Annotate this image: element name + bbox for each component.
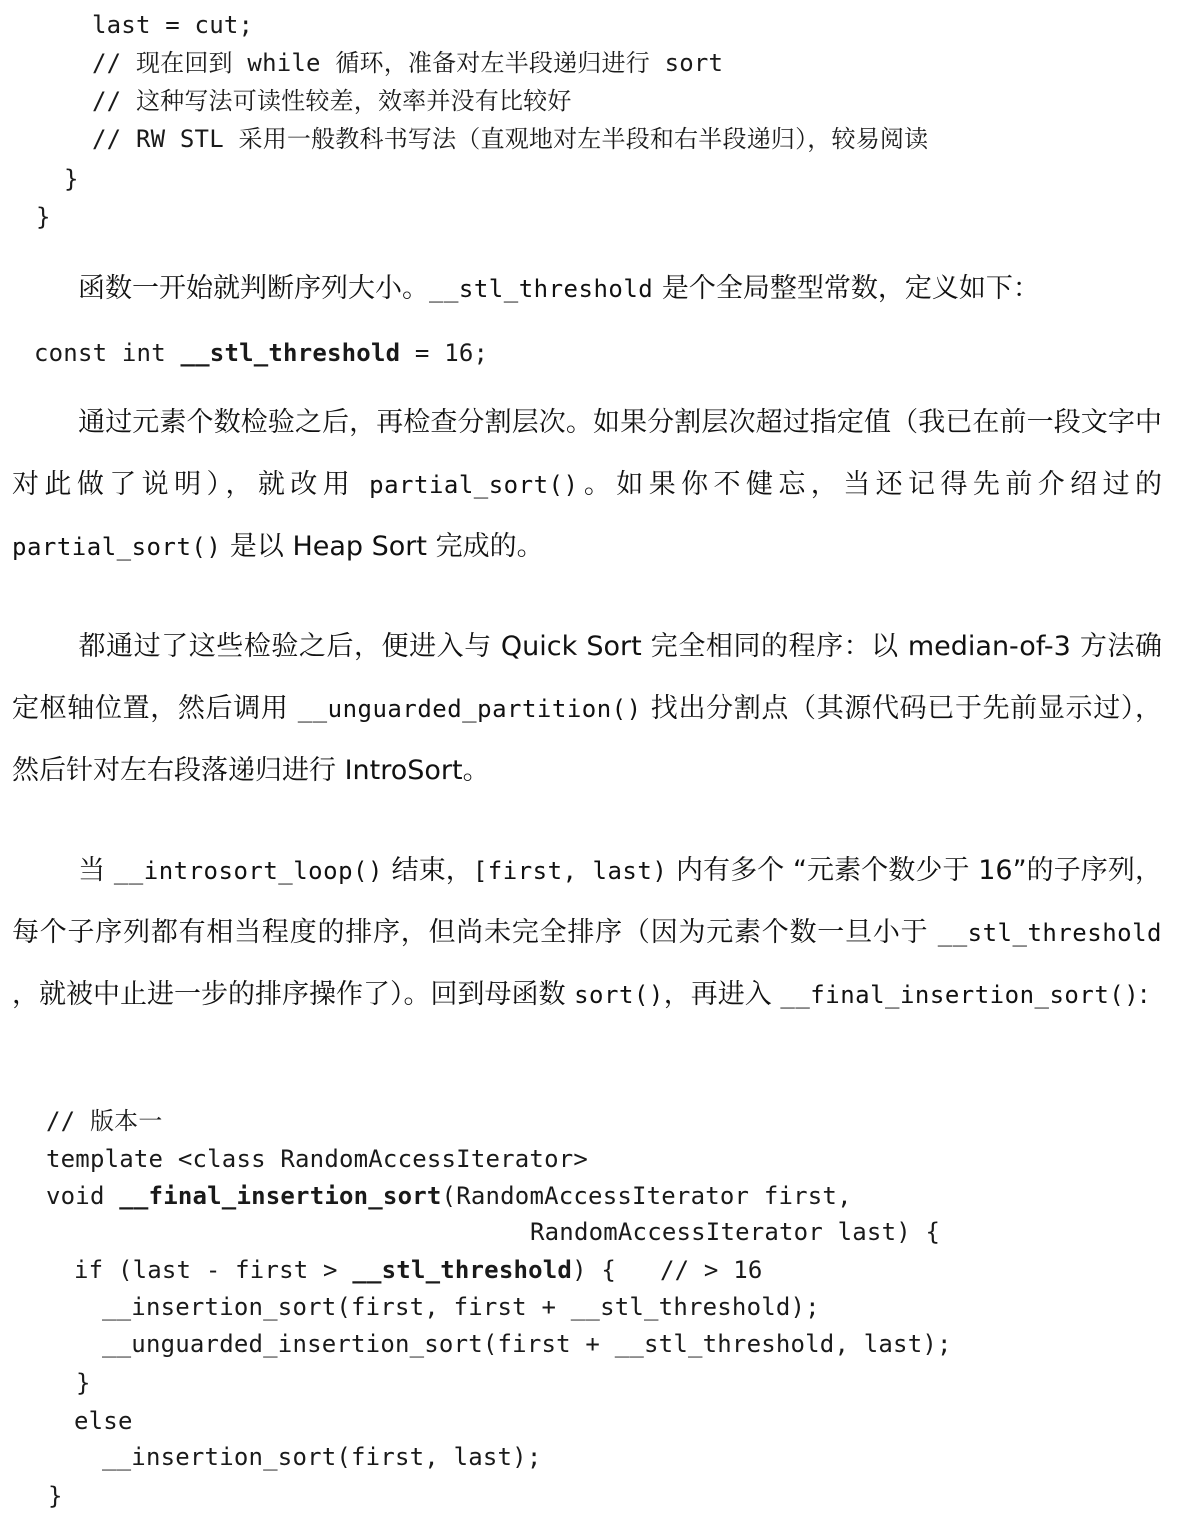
code-insertion-sort-call: __insertion_sort(first, first + __stl_threshold); <box>102 1293 820 1321</box>
code-insertion-sort-else-call: __insertion_sort(first, last); <box>102 1443 542 1471</box>
code-const-threshold <box>34 338 488 370</box>
comment-text: 版本一 <box>89 1107 163 1135</box>
comment-prefix: // <box>46 1107 90 1135</box>
inline-code: __introsort_loop() <box>113 857 383 885</box>
paragraph-partial-sort <box>12 392 1162 578</box>
inline-code: __stl_threshold <box>429 275 654 303</box>
paragraph-text: 内有多个 “元素个数少于 16”的子序列，每个子序列都有相当程度的排序，但尚未完全排序（因为元素个数一旦小于 <box>12 855 1162 948</box>
paragraph-quick-sort <box>12 616 1162 802</box>
comment-prefix: // RW STL <box>92 125 239 153</box>
code-comment-rw-stl <box>92 124 928 156</box>
code-condition: if (last - first > <box>74 1256 353 1284</box>
comment-prefix: // <box>92 87 136 115</box>
paragraph-text: ，再进入 <box>663 979 781 1010</box>
code-line-last-cut: last = cut; <box>92 11 254 39</box>
inline-code: __unguarded_partition() <box>297 695 642 723</box>
code-comment-readability <box>92 86 572 118</box>
code-template-line: template <class RandomAccessIterator> <box>46 1145 589 1173</box>
comment-text: 采用一般教科书写法（直观地对左半段和右半段递归），较易阅读 <box>238 125 929 153</box>
code-bold-identifier: __stl_threshold <box>180 339 401 367</box>
paragraph-text: 通过元素个数检验之后，再检查分割层次。如果分割层次超过指定值（我已在前一段文字中对此做了说明），就改用 <box>12 407 1162 500</box>
code-function-signature <box>46 1181 852 1213</box>
code-keyword: const int <box>34 339 181 367</box>
inline-code: __stl_threshold <box>937 919 1162 947</box>
inline-code: partial_sort() <box>369 471 579 499</box>
paragraph-text: 函数一开始就判断序列大小。 <box>78 273 429 304</box>
code-if-statement <box>74 1255 763 1287</box>
paragraph-introsort-loop <box>12 840 1162 1026</box>
paragraph-text: 当 <box>78 855 114 886</box>
comment-code: sort <box>649 49 724 77</box>
code-keyword: void <box>46 1182 120 1210</box>
comment-prefix: // <box>92 49 136 77</box>
code-close-brace-if: } <box>76 1369 91 1397</box>
code-close-brace-outer: } <box>36 203 51 231</box>
code-condition-end: ) { // > 16 <box>572 1256 763 1284</box>
code-params: (RandomAccessIterator first, <box>441 1182 852 1210</box>
code-value: = 16; <box>400 339 489 367</box>
comment-code: while <box>232 49 336 77</box>
paragraph-text: : <box>1139 979 1149 1010</box>
code-bold-identifier: __stl_threshold <box>352 1256 573 1284</box>
comment-text: 循环，准备对左半段递归进行 <box>335 49 650 77</box>
code-bold-identifier: __final_insertion_sort <box>119 1182 442 1210</box>
paragraph-threshold-intro <box>12 258 1162 320</box>
paragraph-text: 结束， <box>382 855 473 886</box>
code-else: else <box>74 1407 133 1435</box>
code-unguarded-insertion-sort-call: __unguarded_insertion_sort(first + __stl_threshold, last); <box>102 1330 952 1358</box>
code-comment-while-loop <box>92 48 723 80</box>
paragraph-text: ，就被中止进一步的排序操作了）。回到母函数 <box>12 979 575 1010</box>
comment-text: 这种写法可读性较差，效率并没有比较好 <box>135 87 572 115</box>
inline-code: partial_sort() <box>12 533 222 561</box>
comment-text: 现在回到 <box>135 49 233 77</box>
inline-code: sort() <box>574 981 664 1009</box>
inline-code: [first, last) <box>472 857 668 885</box>
paragraph-text: 找出分割点（其源代码已于先前显示过），然后针对左右段落递归进行 IntroSort。 <box>12 693 1162 786</box>
code-close-brace-function: } <box>48 1482 63 1510</box>
paragraph-text: 是个全局整型常数，定义如下： <box>653 273 1040 304</box>
code-function-signature-cont: RandomAccessIterator last) { <box>530 1218 941 1246</box>
paragraph-text: 是以 Heap Sort 完成的。 <box>221 531 544 562</box>
code-close-brace-inner: } <box>64 165 79 193</box>
inline-code: __final_insertion_sort() <box>780 981 1140 1009</box>
code-comment-version-one <box>46 1106 163 1138</box>
paragraph-text: 。如果你不健忘，当还记得先前介绍过的 <box>578 469 1163 500</box>
paragraph-text: 都通过了这些检验之后，便进入与 Quick Sort 完全相同的程序：以 median-of-3 方法确定枢轴位置，然后调用 <box>12 631 1162 724</box>
